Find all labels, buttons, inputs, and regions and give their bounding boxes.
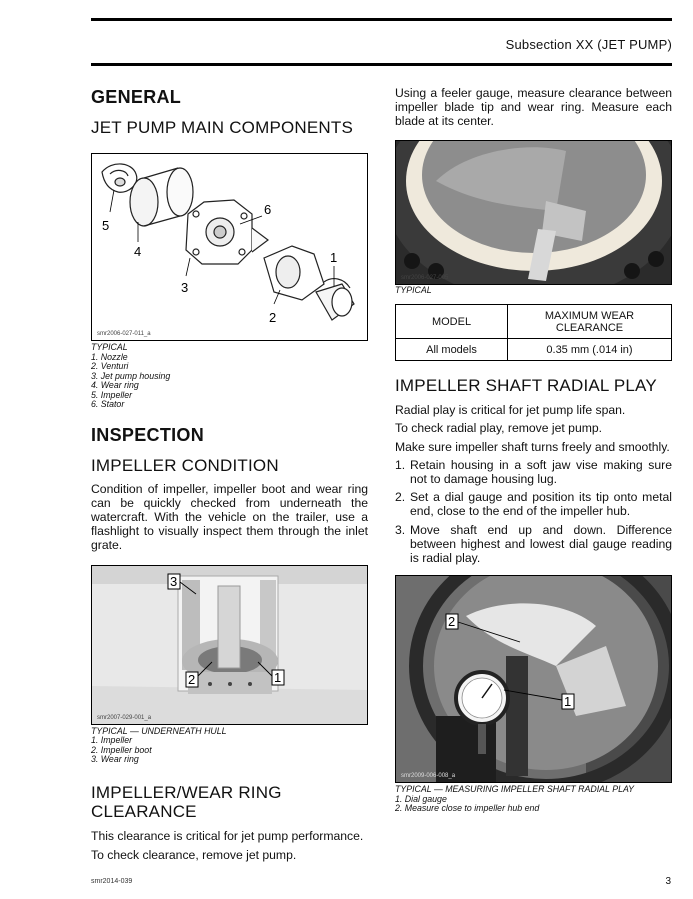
callout-3: 3 bbox=[170, 573, 178, 589]
components-heading: JET PUMP MAIN COMPONENTS bbox=[91, 118, 354, 137]
housing-drawing bbox=[186, 200, 268, 264]
radial-text-3: Make sure impeller shaft turns freely and smoothly. bbox=[395, 439, 670, 454]
legend-item: 1. Nozzle bbox=[91, 351, 128, 362]
components-caption bbox=[91, 343, 368, 410]
callout-2: 2 bbox=[188, 671, 196, 687]
dial-gauge-caption bbox=[395, 785, 672, 814]
callout-1: 1 bbox=[274, 669, 282, 685]
clearance-text-2: To check clearance, remove jet pump. bbox=[91, 847, 297, 862]
list-item bbox=[395, 458, 672, 486]
caption-title: TYPICAL — MEASURING IMPELLER SHAFT RADIAL PLAY bbox=[395, 784, 635, 795]
radial-text-1: Radial play is critical for jet pump life span. bbox=[395, 403, 626, 418]
table-cell-model: All models bbox=[396, 339, 508, 361]
header-rule bbox=[91, 63, 672, 66]
impeller-condition-text: Condition of impeller, impeller boot and wear ring can be quickly checked from underneath the watercraft. With the vehicle on the trailer, use a flashlight to visually inspect them through the inlet grate. bbox=[91, 481, 368, 553]
wear-clearance-table bbox=[395, 304, 672, 361]
feeler-gauge-photo bbox=[396, 141, 672, 285]
impeller-drawing bbox=[102, 164, 137, 192]
callout-1: 1 bbox=[564, 694, 572, 710]
legend-item: 1. Dial gauge bbox=[395, 793, 447, 804]
radial-play-heading: IMPELLER SHAFT RADIAL PLAY bbox=[395, 376, 657, 396]
dial-gauge-photo bbox=[396, 576, 672, 783]
legend-item: 2. Venturi bbox=[91, 361, 129, 371]
right-column bbox=[395, 86, 672, 814]
list-item bbox=[395, 523, 672, 566]
feeler-gauge-text: Using a feeler gauge, measure clearance between impeller blade tip and wear ring. Measure each blade at its center. bbox=[395, 86, 672, 129]
venturi-nozzle-drawing bbox=[264, 246, 354, 320]
wear-ring-drawing bbox=[130, 168, 193, 226]
callout-2: 2 bbox=[448, 614, 456, 630]
inspection-title: INSPECTION bbox=[91, 424, 205, 445]
step-text: Set a dial gauge and position its tip onto metal end, close to the end of the impeller hub. bbox=[410, 490, 672, 519]
legend-item: 1. Impeller bbox=[91, 735, 133, 746]
legend-item: 6. Stator bbox=[91, 399, 125, 409]
table-cell-value: 0.35 mm (.014 in) bbox=[508, 339, 672, 361]
legend-item: 3. Wear ring bbox=[91, 754, 139, 765]
table-header-row bbox=[396, 305, 672, 339]
underneath-hull-figure bbox=[91, 565, 368, 725]
legend-item: 3. Jet pump housing bbox=[91, 370, 171, 381]
table-header-wear: MAXIMUM WEAR CLEARANCE bbox=[508, 305, 672, 339]
legend-item: 4. Wear ring bbox=[91, 380, 139, 390]
dial-gauge-figure bbox=[395, 575, 672, 783]
jet-pump-exploded-illustration bbox=[92, 154, 368, 341]
legend-item: 5. Impeller bbox=[91, 389, 133, 400]
subsection-header: Subsection XX (JET PUMP) bbox=[505, 37, 672, 52]
step-number: 1. bbox=[395, 457, 406, 472]
list-item bbox=[395, 490, 672, 518]
table-header-model: MODEL bbox=[396, 305, 508, 339]
table-row bbox=[396, 339, 672, 361]
figure-code: smr2009-006-008_a bbox=[401, 773, 456, 780]
step-number: 3. bbox=[395, 522, 406, 537]
callout-4: 4 bbox=[134, 244, 142, 259]
callout-2: 2 bbox=[269, 310, 277, 325]
impeller-condition-heading: IMPELLER CONDITION bbox=[91, 455, 279, 475]
caption-title: TYPICAL bbox=[91, 342, 128, 352]
page-number: 3 bbox=[665, 876, 671, 887]
left-column bbox=[91, 86, 368, 862]
step-text: Move shaft end up and down. Difference between highest and lowest dial gauge reading is radial play. bbox=[410, 522, 672, 565]
callout-6: 6 bbox=[264, 202, 272, 217]
clearance-text-1: This clearance is critical for jet pump performance. bbox=[91, 828, 364, 843]
top-rule bbox=[91, 18, 672, 21]
caption-title: TYPICAL — UNDERNEATH HULL bbox=[91, 725, 227, 736]
footer-doc-code: smr2014-039 bbox=[91, 878, 133, 885]
feeler-gauge-figure bbox=[395, 140, 672, 285]
radial-text-2: To check radial play, remove jet pump. bbox=[395, 421, 603, 436]
radial-play-steps bbox=[395, 458, 672, 565]
jet-pump-components-figure bbox=[91, 153, 368, 341]
callout-1: 1 bbox=[330, 250, 338, 265]
step-text: Retain housing in a soft jaw vise making sure not to damage housing lug. bbox=[410, 457, 672, 486]
callout-5: 5 bbox=[102, 218, 110, 233]
callout-3: 3 bbox=[181, 280, 189, 295]
figure-code: smr2006-027-011_a bbox=[97, 331, 151, 337]
feeler-gauge-caption bbox=[395, 286, 672, 296]
legend-item: 2. Impeller boot bbox=[91, 744, 152, 755]
general-title: GENERAL bbox=[91, 87, 182, 107]
legend-item: 2. Measure close to impeller hub end bbox=[395, 803, 540, 814]
figure-code: smr2006-027-005 bbox=[401, 274, 449, 281]
underneath-hull-photo bbox=[92, 566, 368, 725]
step-number: 2. bbox=[395, 490, 406, 505]
caption-title: TYPICAL bbox=[395, 284, 432, 295]
figure-code: smr2007-029-001_a bbox=[97, 714, 152, 721]
underneath-hull-caption bbox=[91, 727, 368, 765]
clearance-heading: IMPELLER/WEAR RING CLEARANCE bbox=[91, 782, 282, 821]
